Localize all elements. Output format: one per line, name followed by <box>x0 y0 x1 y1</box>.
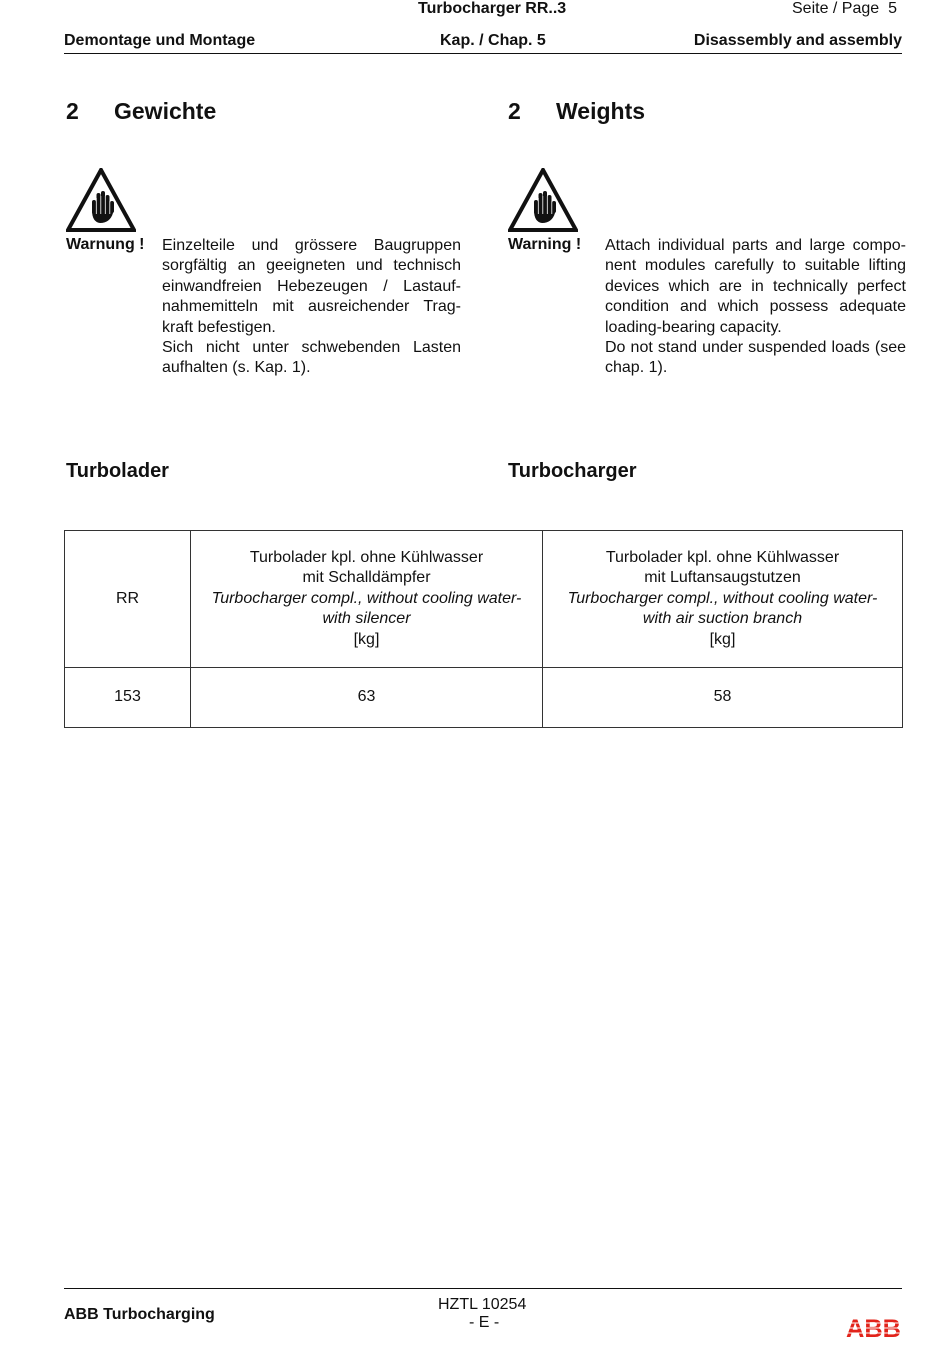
footer-edition: - E - <box>469 1314 500 1331</box>
warning-paragraph-2-de: Sich nicht unter schwebenden Lasten aufhalten (s. Kap. 1). <box>162 339 461 377</box>
warning-paragraph-1-en: Attach individual parts and large compo-nent modules carefully to suitable lifting devices which are in technically perfect condition and which possess adequate loading-bearing capacity. <box>605 237 906 336</box>
table-cell-air-suction-weight: 58 <box>543 668 903 728</box>
warning-text-en <box>605 236 906 379</box>
section-title-de: Gewichte <box>114 98 217 124</box>
warning-paragraph-1-de: Einzelteile und grössere Baugruppen sorgfältig an geeigneten und technisch einwandfreien Hebezeugen / Lastauf-nahmemitteln mit ausreichender Trag-kraft befestigen. <box>162 237 461 336</box>
header-section-en: Disassembly and assembly <box>693 32 902 49</box>
header-rule <box>64 53 902 54</box>
subtitle-de: Turbolader <box>66 460 169 482</box>
header-page: Seite / Page 5 <box>792 0 897 17</box>
table-cell-silencer-weight: 63 <box>191 668 543 728</box>
header-air-de-line2: mit Luftansaugstutzen <box>644 569 801 587</box>
warning-paragraph-2-en: Do not stand under suspended loads (see chap. 1). <box>605 339 906 377</box>
header-cell-type <box>65 531 191 668</box>
warning-hand-icon <box>508 168 578 232</box>
section-number-en: 2 <box>508 98 521 124</box>
header-air-de-line1: Turbolader kpl. ohne Kühlwasser <box>605 548 840 566</box>
header-silencer-en-line2: with silencer <box>322 610 411 628</box>
footer-company: ABB Turbocharging <box>64 1306 215 1323</box>
footer-doc-number: HZTL 10254 <box>438 1296 527 1313</box>
header-product: Turbocharger RR..3 <box>418 0 567 17</box>
header-type-label: RR <box>115 589 140 607</box>
header-chapter: Kap. / Chap. 5 <box>440 32 546 49</box>
warning-text-de <box>162 236 461 379</box>
header-section-de: Demontage und Montage <box>64 32 256 49</box>
header-silencer-de-line2: mit Schalldämpfer <box>302 569 431 587</box>
warning-label-en: Warning ! <box>508 236 582 253</box>
subtitle-en: Turbocharger <box>508 460 637 482</box>
weights-table <box>64 530 903 728</box>
header-cell-air-suction <box>543 531 903 668</box>
header-air-en-line2: with air suction branch <box>642 610 803 628</box>
header-silencer-unit: [kg] <box>353 630 380 648</box>
warning-hand-icon <box>66 168 136 232</box>
header-silencer-en-line1: Turbocharger compl., without cooling water- <box>211 589 522 607</box>
header-silencer-de-line1: Turbolader kpl. ohne Kühlwasser <box>249 548 484 566</box>
table-cell-type: 153 <box>65 668 191 728</box>
abb-logo <box>846 1316 902 1340</box>
warning-label-de: Warnung ! <box>66 236 145 253</box>
header-cell-silencer <box>191 531 543 668</box>
table-row <box>65 668 903 728</box>
section-title-en: Weights <box>556 98 646 124</box>
footer-rule <box>64 1288 902 1289</box>
section-number-de: 2 <box>66 98 79 124</box>
table-header-row <box>65 531 903 668</box>
header-air-en-line1: Turbocharger compl., without cooling water- <box>567 589 878 607</box>
header-air-unit: [kg] <box>709 630 736 648</box>
svg-text:ABB: ABB <box>846 1316 901 1340</box>
